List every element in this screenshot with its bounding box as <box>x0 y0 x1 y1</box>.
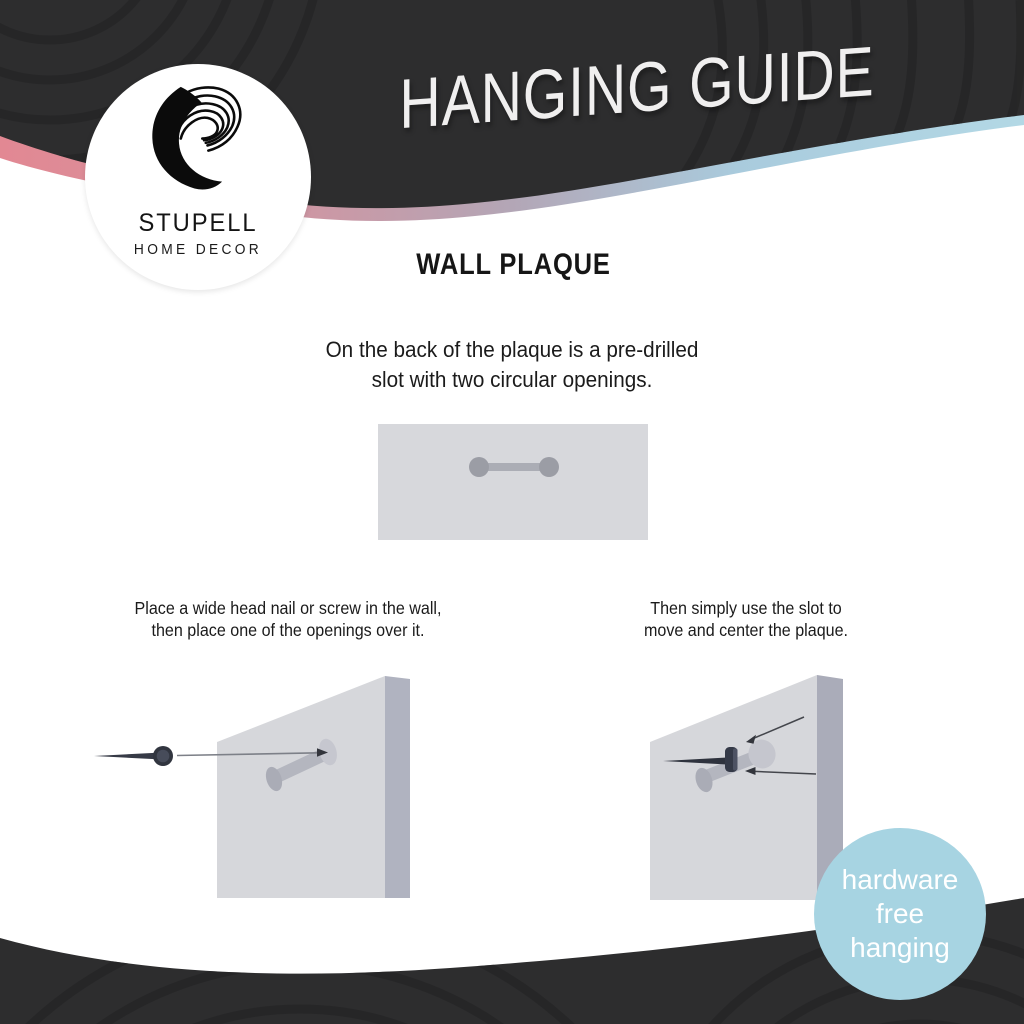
plaque-back-panel <box>378 424 648 540</box>
intro-text <box>41 335 983 395</box>
step-right-caption <box>573 597 919 641</box>
wall-panel <box>217 676 385 898</box>
step-right-line-1: Then simply use the slot to <box>650 598 842 618</box>
badge-line-2: free <box>875 898 925 929</box>
brand-tagline: HOME DECOR <box>133 242 263 258</box>
slot-opening-left <box>469 457 489 477</box>
slot-bar <box>479 463 549 471</box>
wall-panel-edge <box>385 676 410 898</box>
brand-name: STUPELL <box>138 209 258 237</box>
stupell-logo-icon <box>146 80 250 204</box>
step-left-illustration <box>60 660 460 910</box>
step-right-line-2: move and center the plaque. <box>643 620 849 640</box>
step-left-caption <box>76 597 499 641</box>
slot-opening-right <box>539 457 559 477</box>
step-left-line-1: Place a wide head nail or screw in the wall, <box>134 598 442 618</box>
badge-line-3: hanging <box>850 932 950 963</box>
intro-text-line-2: slot with two circular openings. <box>371 367 653 392</box>
step-left-line-2: then place one of the openings over it. <box>151 620 425 640</box>
badge-line-1: hardware <box>841 864 959 895</box>
wall-panel <box>650 675 817 900</box>
plaque-back-illustration <box>378 424 648 540</box>
brand-logo-circle <box>85 64 311 290</box>
hardware-free-badge <box>814 828 986 1000</box>
nail-icon <box>94 746 173 766</box>
product-subtitle: WALL PLAQUE <box>416 248 611 281</box>
intro-text-line-1: On the back of the plaque is a pre-drilled <box>325 337 699 362</box>
page-title: HANGING GUIDE <box>399 31 875 144</box>
